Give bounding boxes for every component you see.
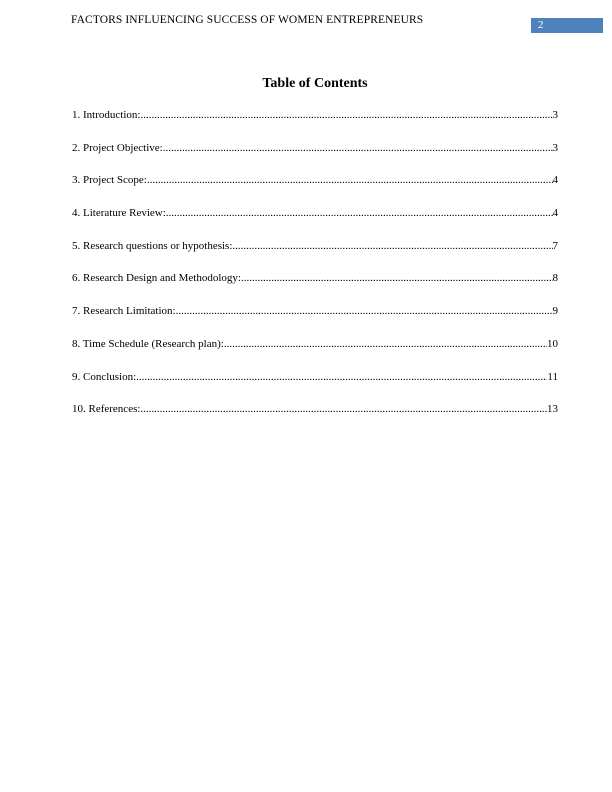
toc-entry-label: 7. Research Limitation: xyxy=(72,305,176,318)
toc-entry-label: 8. Time Schedule (Research plan): xyxy=(72,337,224,350)
toc-entry-label: 3. Project Scope: xyxy=(72,174,147,187)
toc-entry-time-schedule[interactable] xyxy=(72,337,558,370)
toc-entry-research-design[interactable] xyxy=(72,271,558,304)
dot-leader xyxy=(232,239,552,253)
toc-entry-page: 4 xyxy=(552,174,558,187)
toc-heading: Table of Contents xyxy=(262,76,368,91)
running-header: FACTORS INFLUENCING SUCCESS OF WOMEN ENTREPRENEURS xyxy=(71,14,424,26)
dot-leader xyxy=(176,304,553,318)
dot-leader xyxy=(140,108,552,122)
toc-entry-conclusion[interactable] xyxy=(72,370,558,403)
dot-leader xyxy=(140,402,547,416)
dot-leader xyxy=(163,141,553,155)
toc-entry-introduction[interactable] xyxy=(72,108,558,141)
toc-entry-page: 9 xyxy=(552,305,558,318)
page-number-badge: 2 xyxy=(531,18,603,33)
dot-leader xyxy=(147,173,553,187)
toc-entry-page: 3 xyxy=(552,141,558,154)
toc-entry-research-questions[interactable] xyxy=(72,239,558,272)
toc-entry-label: 10. References: xyxy=(72,403,141,416)
dot-leader xyxy=(224,337,547,351)
table-of-contents xyxy=(72,108,558,435)
toc-entry-page: 3 xyxy=(552,109,558,121)
toc-entry-label: 4. Literature Review: xyxy=(72,207,166,220)
toc-entry-page: 13 xyxy=(547,403,558,416)
toc-entry-label: 6. Research Design and Methodology: xyxy=(72,272,241,285)
toc-entry-project-scope[interactable] xyxy=(72,173,558,206)
toc-entry-label: 5. Research questions or hypothesis: xyxy=(72,239,233,252)
toc-entry-page: 8 xyxy=(552,272,558,285)
toc-entry-references[interactable] xyxy=(72,402,558,435)
dot-leader xyxy=(136,370,547,384)
toc-entry-project-objective[interactable] xyxy=(72,141,558,174)
dot-leader xyxy=(241,271,553,285)
toc-entry-literature-review[interactable] xyxy=(72,206,558,239)
toc-entry-label: 2. Project Objective: xyxy=(72,141,163,154)
toc-entry-page: 7 xyxy=(552,239,558,252)
toc-entry-page: 4 xyxy=(552,207,558,220)
toc-entry-label: 1. Introduction: xyxy=(72,109,141,121)
toc-entry-label: 9. Conclusion: xyxy=(72,370,137,383)
dot-leader xyxy=(166,206,553,220)
toc-entry-research-limitation[interactable] xyxy=(72,304,558,337)
toc-entry-page: 10 xyxy=(547,337,558,350)
toc-entry-page: 11 xyxy=(547,370,558,383)
